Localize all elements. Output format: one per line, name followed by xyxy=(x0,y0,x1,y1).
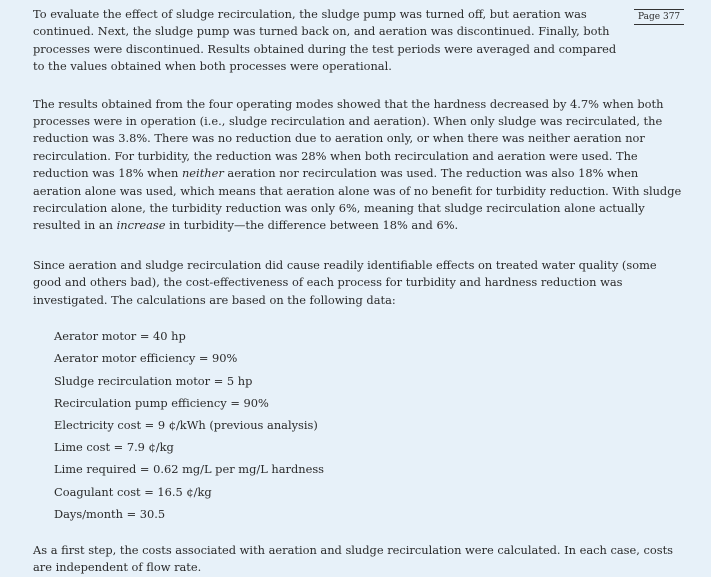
paragraph-first-step: As a first step, the costs associated with aeration and sludge recirculation were calculated. In each case, costs are independent of flow rate. xyxy=(33,542,673,575)
results-emphasis-increase: increase xyxy=(116,218,166,233)
data-item-aerator-motor: Aerator motor = 40 hp xyxy=(54,329,186,344)
data-item-electricity-cost: Electricity cost = 9 ¢/kWh (previous analysis) xyxy=(54,417,318,432)
results-text-1: The results obtained from the four operating modes showed that the hardness decreased by 4.7% when both processes were in operation (i.e., sludge recirculation and aeration). When only sludge was recirculated, the reduction was 3.8%. There was no reduction due to aeration only, or when there was neither aeration nor recirculation. For turbidity, the reduction was 28% when both recirculation and aeration were used. The reduction was 18% when xyxy=(33,96,664,181)
results-emphasis-neither: neither xyxy=(181,166,224,181)
data-item-lime-cost: Lime cost = 7.9 ¢/kg xyxy=(54,440,174,455)
data-item-pump-efficiency: Recirculation pump efficiency = 90% xyxy=(54,395,269,410)
page-number: Page 377 xyxy=(634,9,684,25)
paragraph-results xyxy=(33,96,683,235)
data-item-aerator-efficiency: Aerator motor efficiency = 90% xyxy=(54,351,238,366)
data-item-sludge-motor: Sludge recirculation motor = 5 hp xyxy=(54,373,253,388)
paragraph-cost-intro: Since aeration and sludge recirculation did cause readily identifiable effects on treated water quality (some good and others bad), the cost-effectiveness of each process for turbidity and hardness reduction was investigated. The calculations are based on the following data: xyxy=(33,257,657,307)
data-item-coagulant-cost: Coagulant cost = 16.5 ¢/kg xyxy=(54,484,212,499)
results-text-3: in turbidity—the difference between 18% and 6%. xyxy=(165,218,459,233)
paragraph-method: To evaluate the effect of sludge recirculation, the sludge pump was turned off, but aeration was continued. Next, the sludge pump was turned back on, and aeration was discontinued. Finally, both processes were discontinued. Results obtained during the test periods were averaged and compared to the values obtained when both processes were operational. xyxy=(33,7,617,74)
cost-data-list xyxy=(54,325,683,525)
data-item-days-month: Days/month = 30.5 xyxy=(54,506,166,521)
results-text-2: aeration nor recirculation was used. The reduction was also 18% when aeration alone was used, which means that aeration alone was of no benefit for turbidity reduction. With sludge recirculation alone, the turbidity reduction was only 6%, meaning that sludge recirculation alone actually resulted in an xyxy=(33,166,682,233)
data-item-lime-required: Lime required = 0.62 mg/L per mg/L hardness xyxy=(54,462,325,477)
